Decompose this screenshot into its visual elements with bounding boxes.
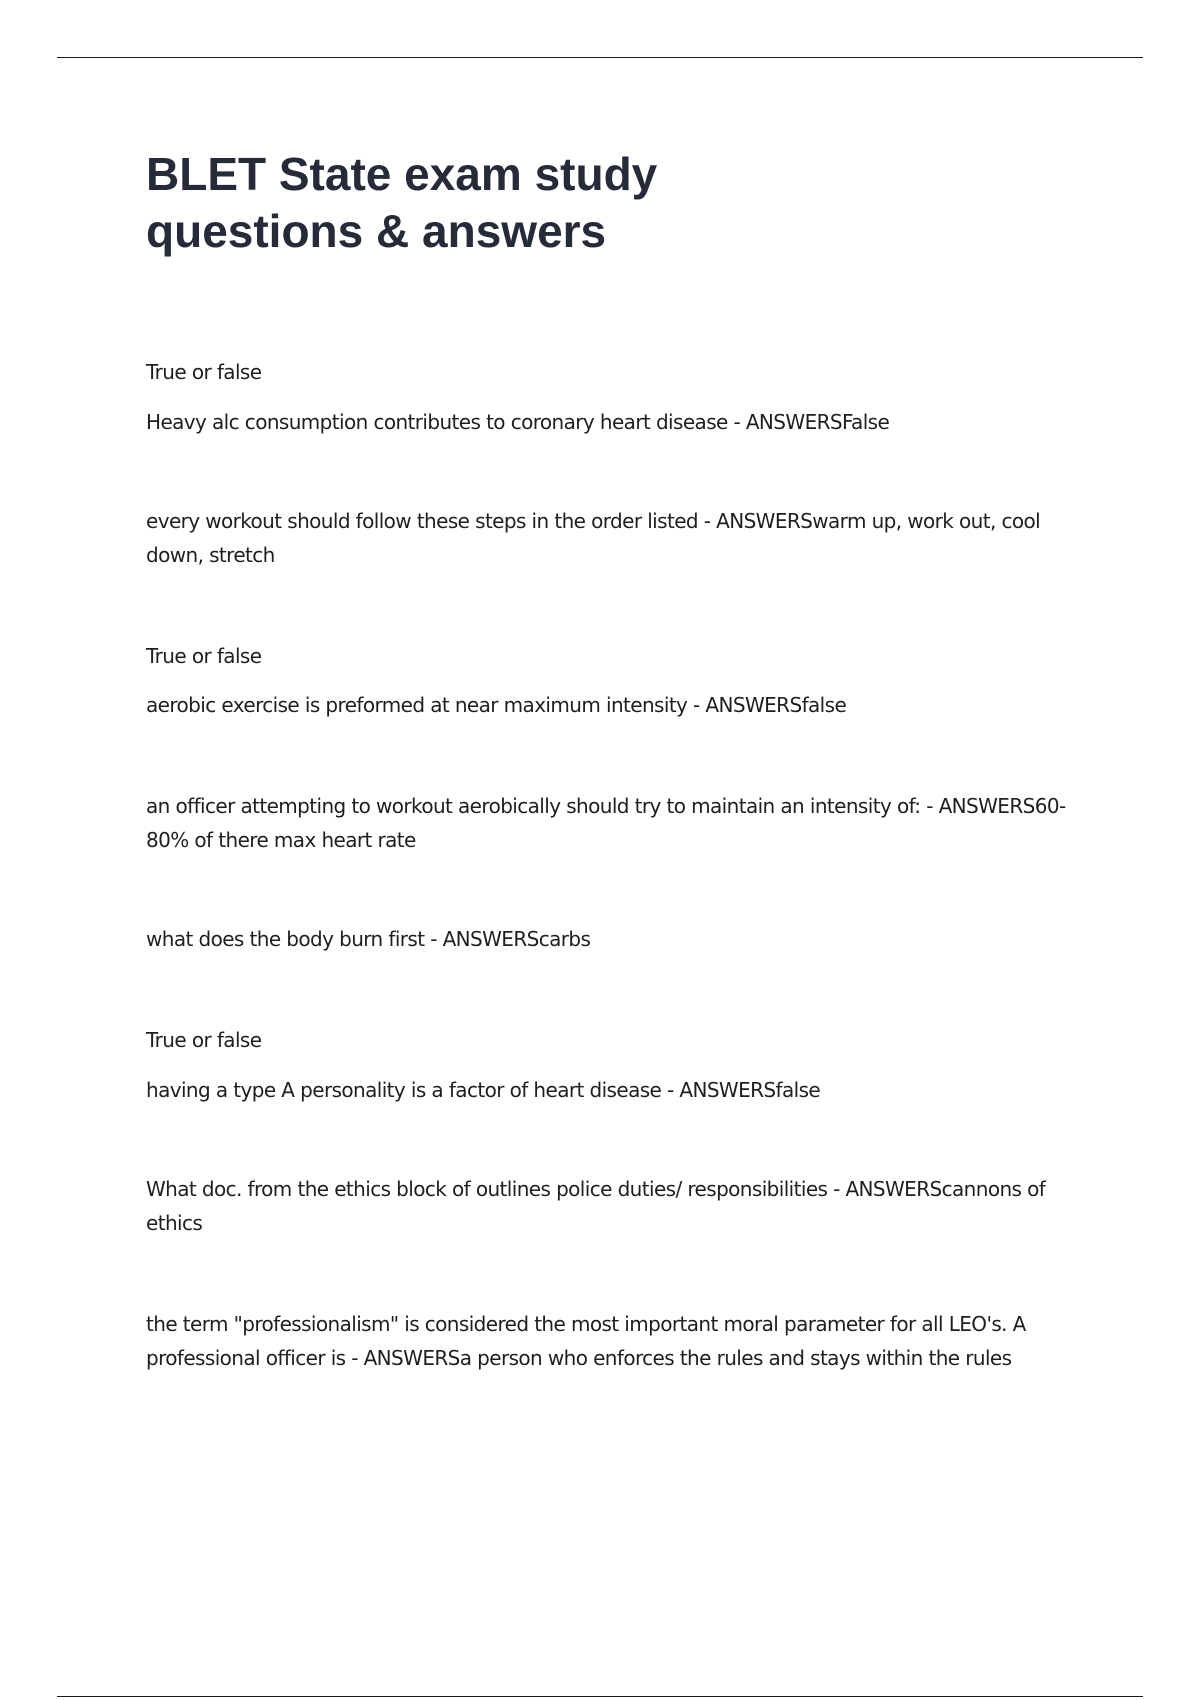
entry-question-answer: an officer attempting to workout aerobically should try to maintain an intensity of: - ANSWERS60-80% of there max heart rate — [146, 794, 1066, 852]
entry-question-answer: Heavy alc consumption contributes to coronary heart disease - ANSWERSFalse — [146, 410, 890, 434]
entry-label: True or false — [146, 644, 262, 668]
entry-label: True or false — [146, 1028, 262, 1052]
entry-question-answer: the term "professionalism" is considered the most important moral parameter for all LEO's. A professional officer is - ANSWERSa person who enforces the rules and stays within the rules — [146, 1312, 1026, 1370]
footer-rule — [57, 1696, 1143, 1697]
entry-question-answer: what does the body burn first - ANSWERScarbs — [146, 927, 591, 951]
entry-question-answer: What doc. from the ethics block of outlines police duties/ responsibilities - ANSWERScannons of ethics — [146, 1177, 1046, 1235]
entry-label: True or false — [146, 360, 262, 384]
header-rule — [57, 57, 1143, 58]
document-title: BLET State exam study questions & answers — [146, 148, 658, 257]
entry-question-answer: aerobic exercise is preformed at near maximum intensity - ANSWERSfalse — [146, 693, 847, 717]
entry-question-answer: every workout should follow these steps in the order listed - ANSWERSwarm up, work out, cool down, stretch — [146, 509, 1041, 567]
entry-question-answer: having a type A personality is a factor of heart disease - ANSWERSfalse — [146, 1078, 821, 1102]
